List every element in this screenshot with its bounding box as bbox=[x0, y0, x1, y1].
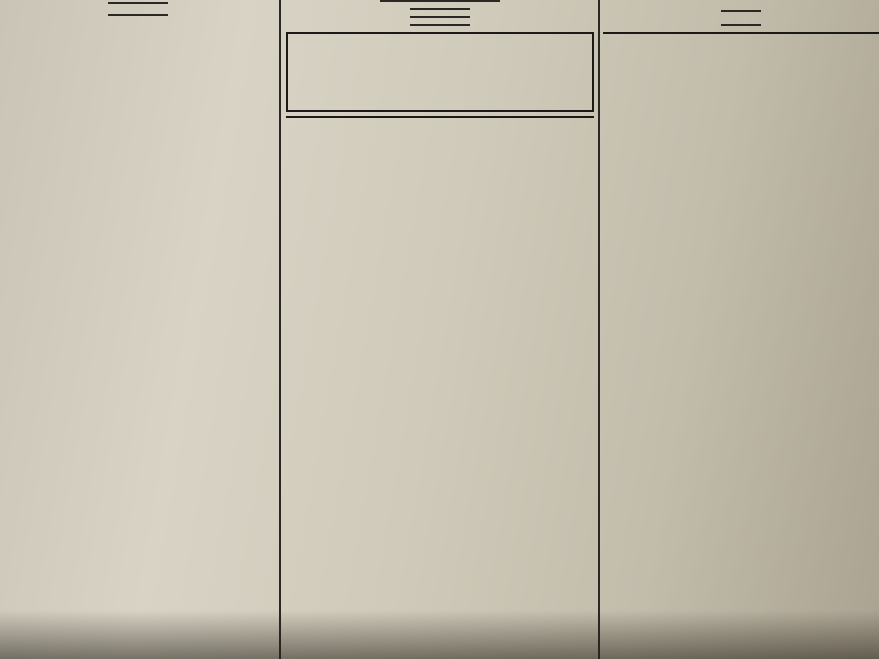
separator bbox=[410, 16, 470, 18]
column-rule bbox=[279, 0, 281, 659]
separator bbox=[721, 10, 761, 12]
handelsschule-advertisement bbox=[286, 32, 594, 112]
column-middle bbox=[286, 0, 594, 659]
separator bbox=[410, 24, 470, 26]
separator bbox=[108, 2, 168, 4]
separator bbox=[721, 24, 761, 26]
separator bbox=[108, 14, 168, 16]
column-rule bbox=[598, 0, 600, 659]
page-edge-shadow bbox=[0, 610, 879, 659]
separator bbox=[410, 8, 470, 10]
separator bbox=[286, 116, 594, 118]
separator bbox=[380, 0, 500, 2]
column-right bbox=[603, 0, 879, 659]
separator bbox=[603, 32, 879, 34]
column-left bbox=[0, 0, 276, 659]
